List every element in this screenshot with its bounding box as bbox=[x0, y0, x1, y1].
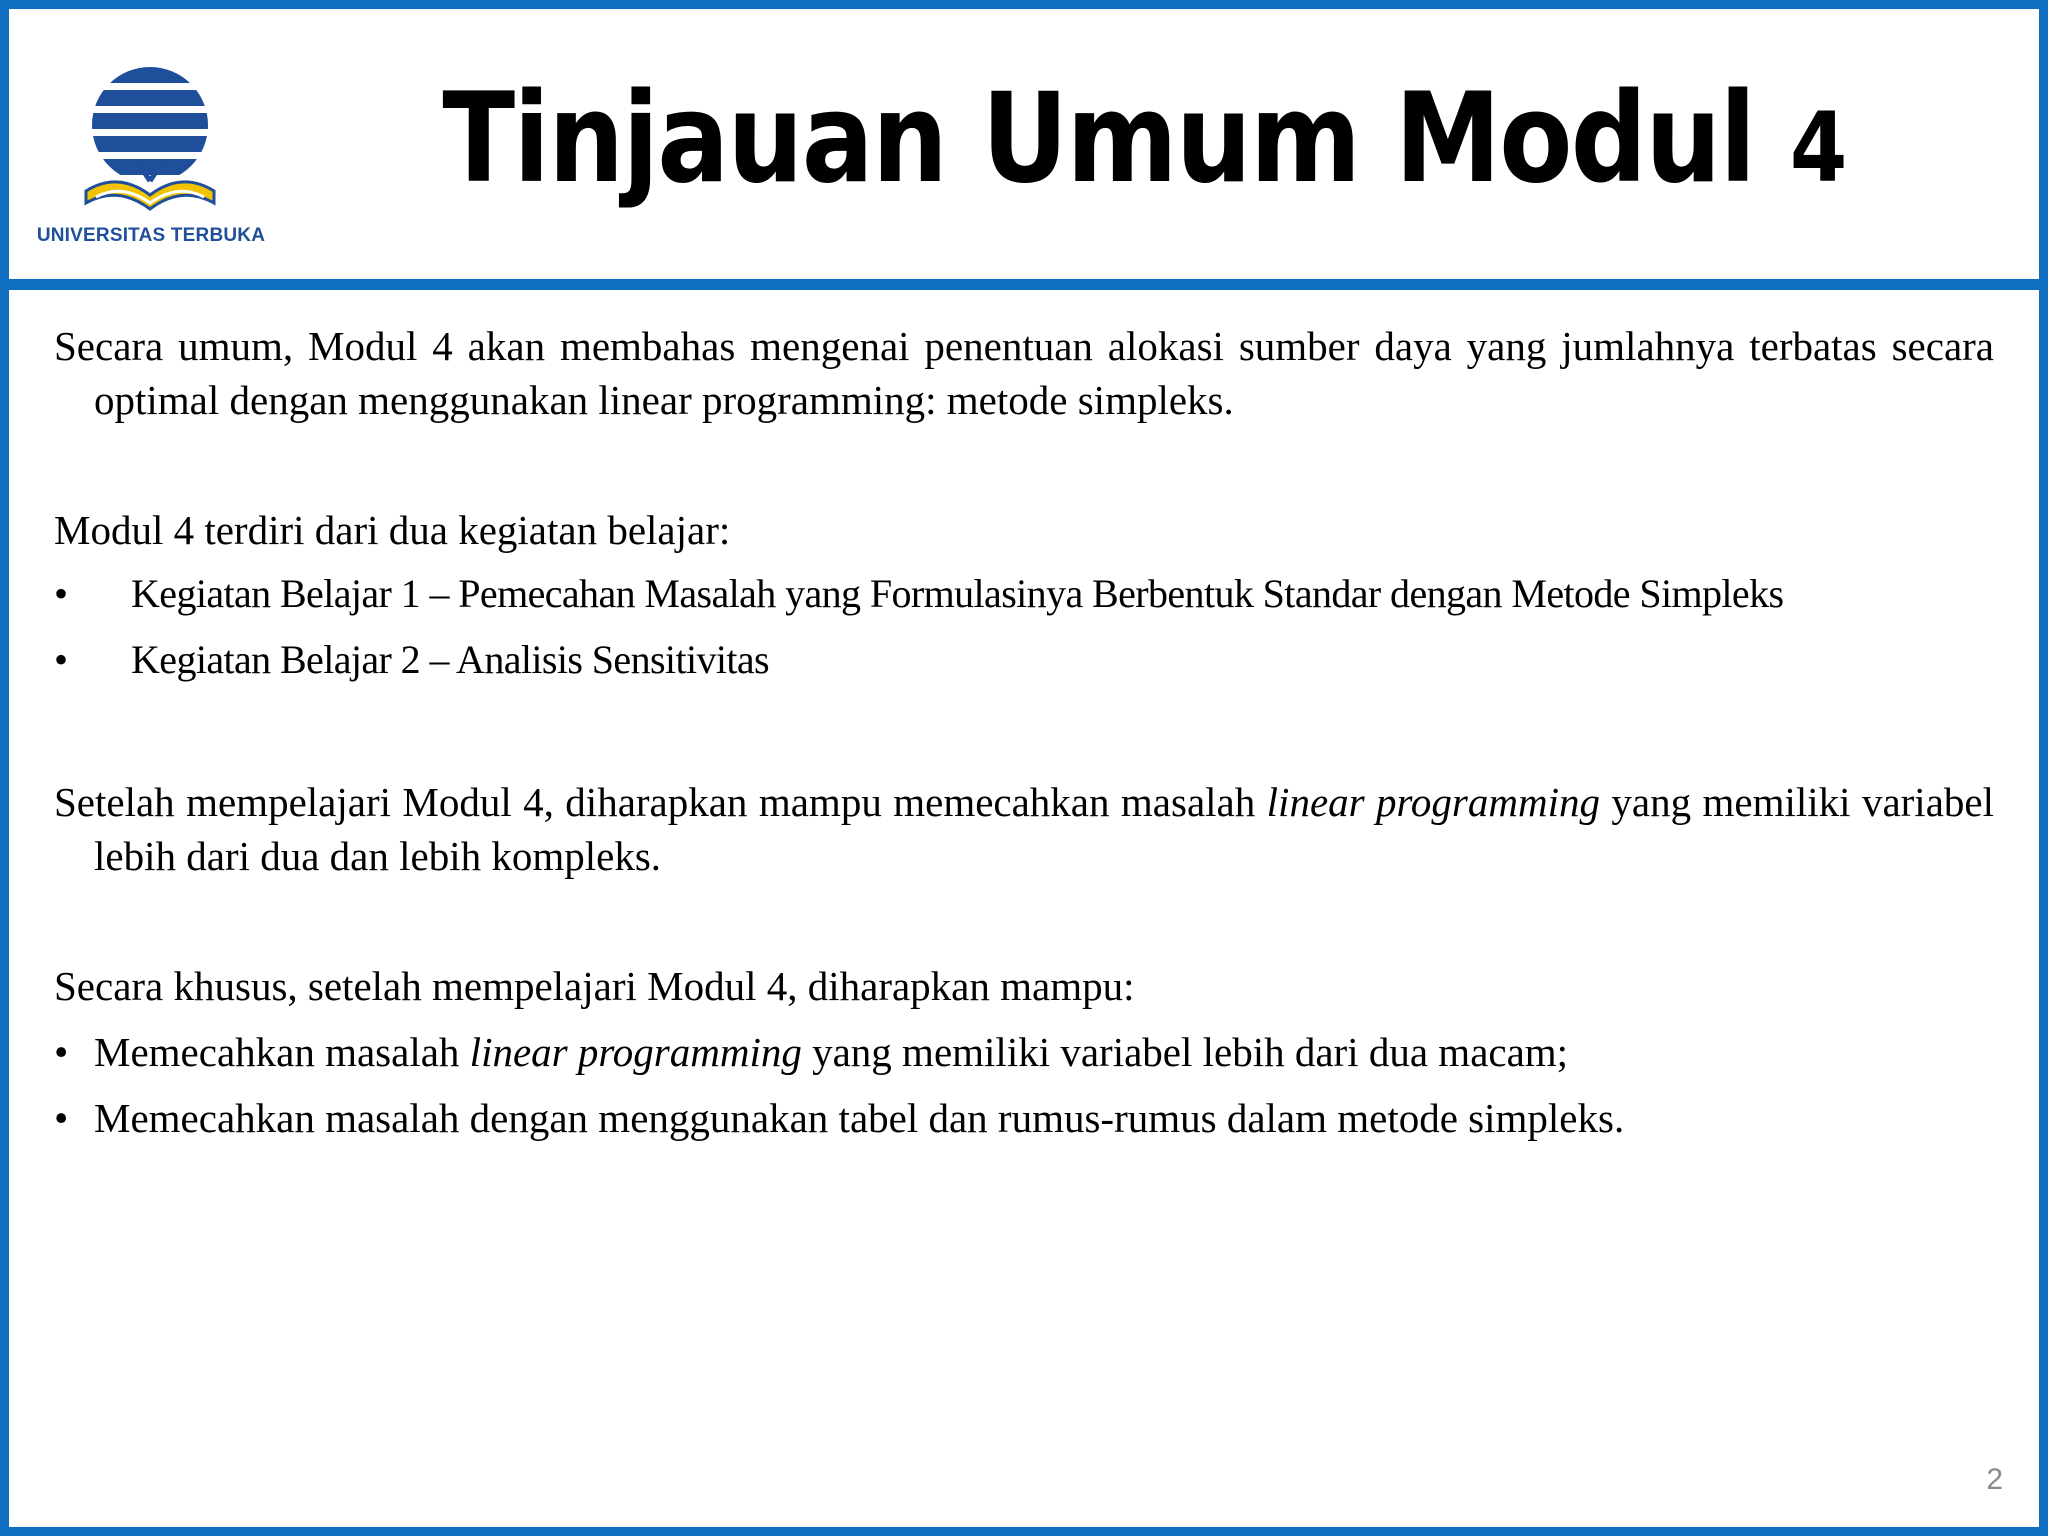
goal-paragraph: Setelah mempelajari Modul 4, diharapkan mampu memecahkan masalah linear programming yang memiliki variabel lebih dari dua dan lebih kompleks. bbox=[54, 779, 1994, 879]
globe-book-icon bbox=[78, 63, 228, 223]
list-item: • Kegiatan Belajar 2 – Analisis Sensitivitas bbox=[54, 633, 1994, 687]
logo-text: UNIVERSITAS TERBUKA bbox=[36, 225, 266, 246]
slide-header bbox=[9, 9, 2039, 279]
bullet-icon: • bbox=[54, 1029, 69, 1075]
intro-paragraph: Secara umum, Modul 4 akan membahas mengenai penentuan alokasi sumber daya yang jumlahnya terbatas secara optimal dengan menggunakan linear programming: metode simpleks. bbox=[54, 323, 1994, 423]
list-item: • Memecahkan masalah dengan menggunakan tabel dan rumus-rumus dalam metode simpleks. bbox=[54, 1091, 1994, 1145]
list-item: • Kegiatan Belajar 1 – Pemecahan Masalah yang Formulasinya Berbentuk Standar dengan Metode Simpleks bbox=[54, 567, 1994, 621]
specific-heading: Secara khusus, setelah mempelajari Modul 4, diharapkan mampu: bbox=[54, 963, 1135, 1009]
title-number: 4 bbox=[1789, 92, 1846, 204]
title-text: Tinjauan Umum Modul bbox=[442, 67, 1755, 211]
bullet-icon: • bbox=[54, 1095, 69, 1141]
header-divider bbox=[9, 279, 2039, 290]
university-logo bbox=[23, 53, 279, 253]
page-title bbox=[409, 64, 1880, 223]
slide-body bbox=[54, 319, 1994, 1157]
activities-list bbox=[54, 567, 1994, 687]
specific-goals-list bbox=[54, 1025, 1994, 1145]
list-item: • Memecahkan masalah linear programming yang memiliki variabel lebih dari dua macam; bbox=[54, 1025, 1994, 1079]
bullet-icon: • bbox=[54, 571, 68, 616]
bullet-icon: • bbox=[54, 637, 68, 682]
page-number: 2 bbox=[1986, 1463, 2003, 1496]
activities-heading: Modul 4 terdiri dari dua kegiatan belajar: bbox=[54, 507, 731, 553]
